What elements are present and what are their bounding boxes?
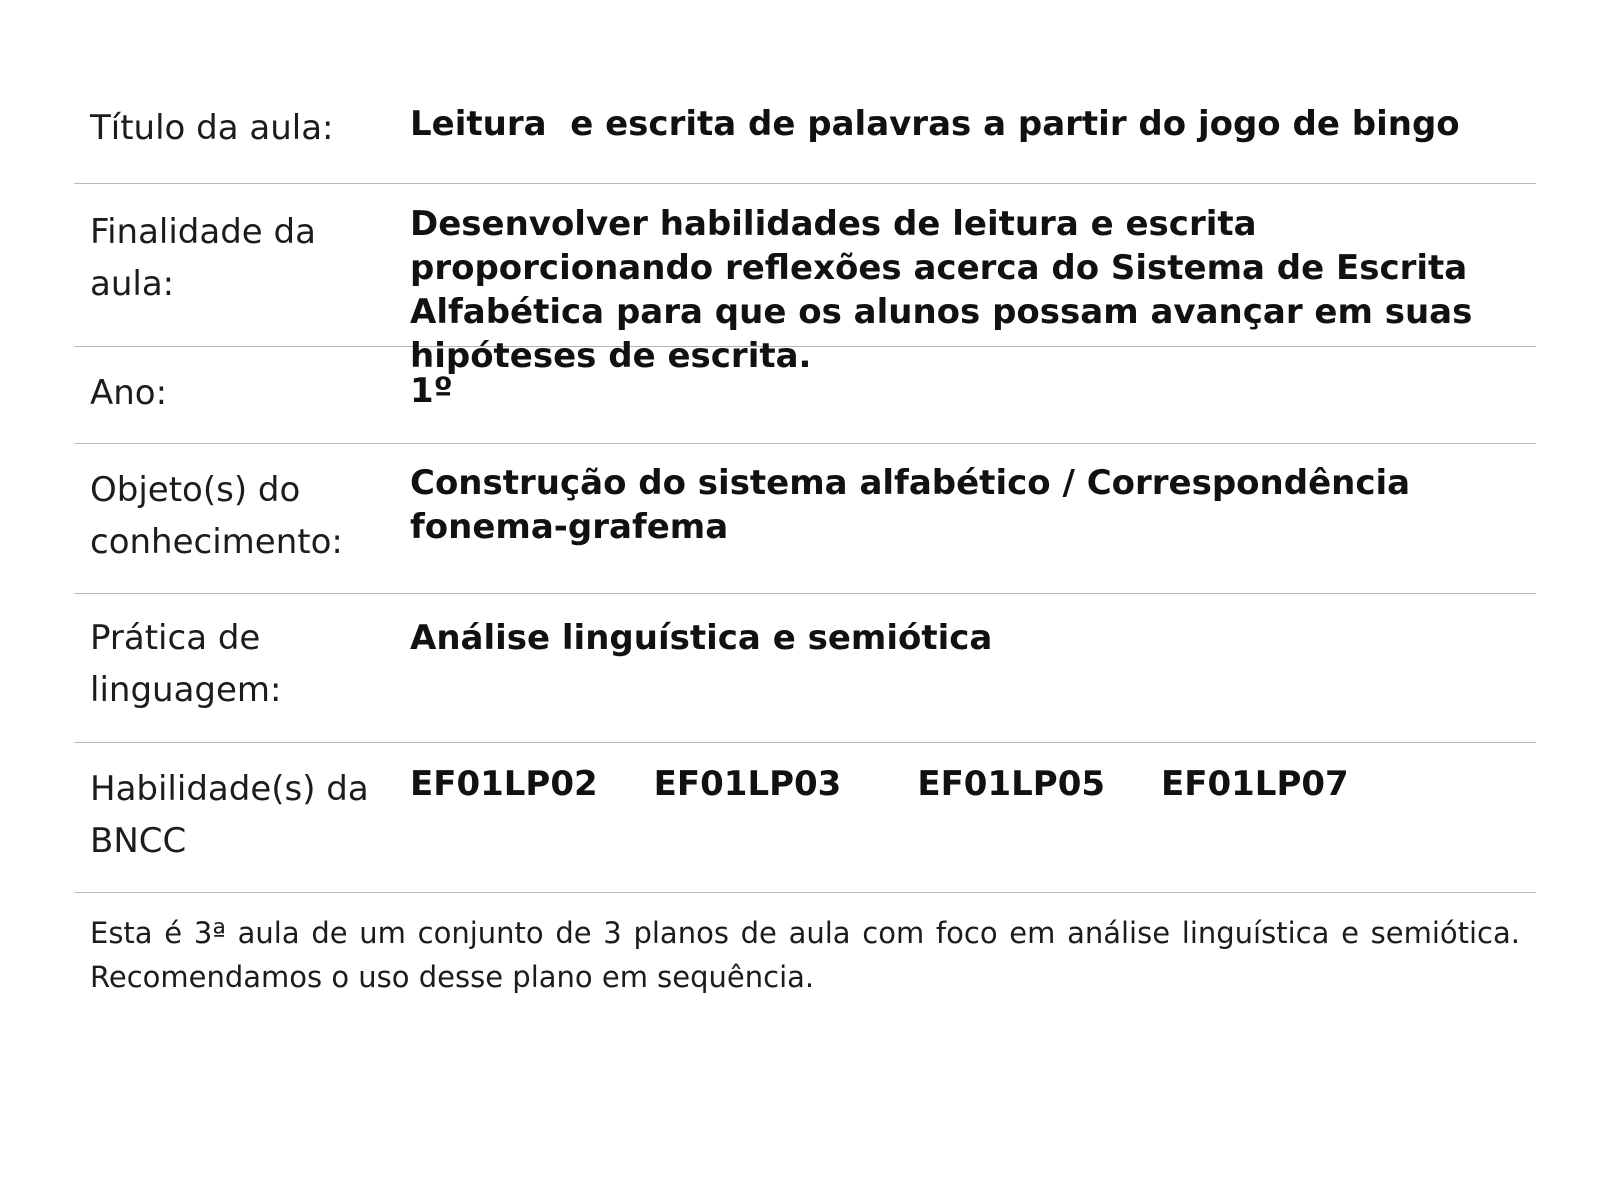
row-lesson-title: [74, 78, 1536, 184]
language-practice-value: Análise linguística e semiótica: [410, 618, 993, 658]
bncc-skill-code: EF01LP02: [410, 764, 598, 804]
sequence-note: Esta é 3ª aula de um conjunto de 3 planos de aula com foco em análise linguística e semiótica. Recomendamos o uso desse plano em sequência.: [90, 916, 1520, 994]
bncc-skill-code: EF01LP05: [917, 764, 1106, 804]
row-grade: [74, 347, 1536, 444]
grade-label: Ano:: [90, 373, 168, 413]
row-lesson-purpose: [74, 184, 1536, 376]
lesson-title-label: Título da aula:: [90, 108, 334, 148]
lesson-purpose-value: Desenvolver habilidades de leitura e escrita proporcionando reflexões acerca do Sistema de Escrita Alfabética para que os alunos possam avançar em suas hipóteses de escrita.: [410, 204, 1473, 376]
row-language-practice: [74, 594, 1536, 743]
lesson-title-value: Leitura e escrita de palavras a partir do jogo de bingo: [410, 104, 1460, 144]
bncc-skill-code: EF01LP03: [653, 764, 842, 804]
bncc-skills-label: Habilidade(s) da BNCC: [90, 769, 369, 861]
bncc-skill-code: EF01LP07: [1161, 764, 1349, 804]
knowledge-objects-value: Construção do sistema alfabético / Correspondência fonema-grafema: [410, 463, 1411, 547]
row-bncc-skills: [74, 743, 1536, 893]
lesson-plan-table: [74, 78, 1536, 999]
grade-value: 1º: [410, 371, 453, 411]
lesson-purpose-label: Finalidade da aula:: [90, 212, 316, 304]
bncc-skills-list: [410, 743, 1536, 892]
knowledge-objects-label: Objeto(s) do conhecimento:: [90, 470, 343, 562]
row-knowledge-objects: [74, 444, 1536, 594]
language-practice-label: Prática de linguagem:: [90, 618, 282, 710]
